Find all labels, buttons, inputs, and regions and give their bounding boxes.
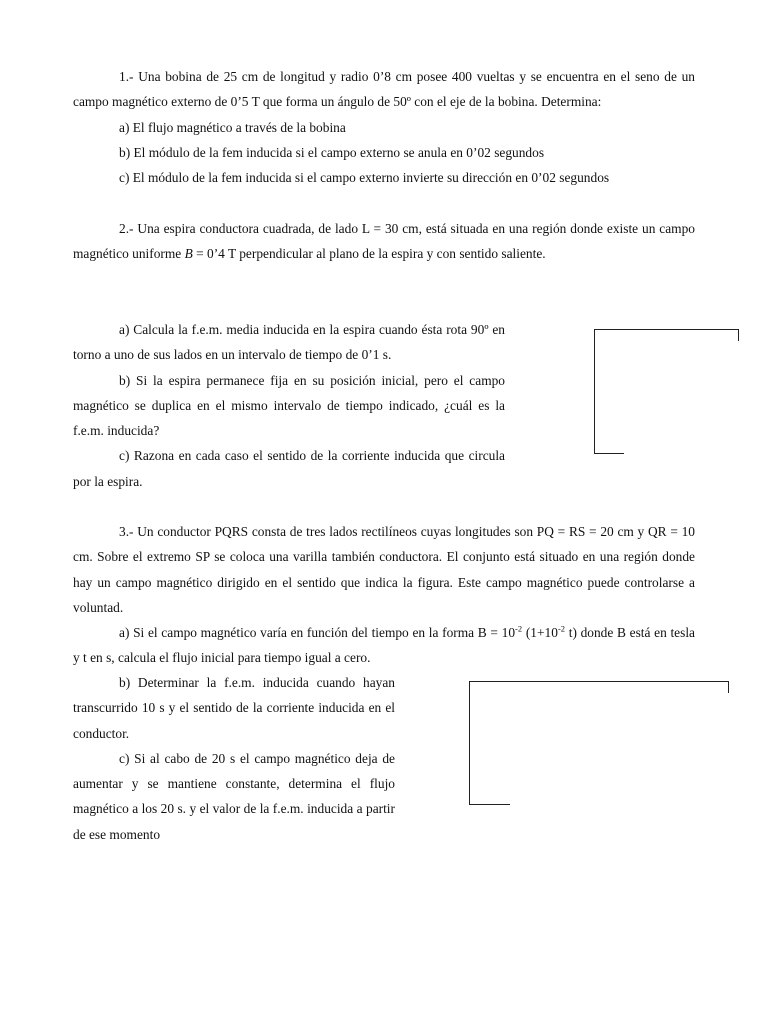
problem-1-statement: 1.- Una bobina de 25 cm de longitud y radio 0’8 cm posee 400 vueltas y se encuentra en el seno de un campo magnético externo de 0’5 T que forma un ángulo de 50º con el eje de la bobina. Determina:: [73, 69, 695, 110]
problem-3-part-a-text3: t) donde B está en tesla y t en s, calcula el flujo inicial para tiempo igual a cero.: [73, 625, 695, 666]
problem-2-figure: [594, 329, 738, 453]
problem-2-parts: [73, 317, 505, 494]
exponent-2: -2: [557, 623, 566, 634]
problem-3: [73, 519, 695, 671]
problem-2-part-b: b) Si la espira permanece fija en su posición inicial, pero el campo magnético se duplica en el mismo intervalo de tiempo indicado, ¿cuál es la f.e.m. inducida?: [73, 372, 505, 439]
problem-2-statement-part2: = 0’4 T perpendicular al plano de la espira y con sentido saliente.: [192, 246, 546, 262]
problem-1-part-b: b) El módulo de la fem inducida si el campo externo se anula en 0’02 segundos: [119, 144, 545, 160]
figure-bottom-edge: [594, 453, 624, 454]
problem-3-statement: 3.- Un conductor PQRS consta de tres lados rectilíneos cuyas longitudes son PQ = RS = 20 cm y QR = 10 cm. Sobre el extremo SP se coloca una varilla también conductora. El conjunto está situado en una región donde hay un campo magnético dirigido en el sentido que indica la figura. Este campo magnético puede controlarse a voluntad.: [73, 524, 695, 615]
figure-edge-tick: [738, 329, 739, 341]
problem-3-part-a: [73, 620, 695, 671]
problem-3-figure: [469, 681, 728, 804]
problem-3-parts: [73, 670, 395, 847]
problem-3-part-a-text1: a) Si el campo magnético varía en función del tiempo en la forma B = 10: [119, 625, 516, 641]
problem-3-part-a-text2: (1+10: [522, 625, 558, 641]
problem-3-part-c: c) Si al cabo de 20 s el campo magnético deja de aumentar y se mantiene constante, determina el flujo magnético a los 20 s. y el valor de la f.e.m. inducida a partir de ese momento: [73, 750, 395, 842]
problem-2-statement-part1: 2.- Una espira conductora cuadrada, de lado L = 30 cm, está situada en una región donde existe un campo magnético uniforme: [73, 220, 695, 262]
problem-1-part-c: c) El módulo de la fem inducida si el campo externo invierte su dirección en 0’02 segundos: [119, 170, 610, 186]
problem-2-part-c: c) Razona en cada caso el sentido de la corriente inducida que circula por la espira.: [73, 448, 505, 489]
problem-2-part-a: a) Calcula la f.e.m. media inducida en la espira cuando ésta rota 90º en torno a uno de sus lados en un intervalo de tiempo de 0’1 s.: [73, 322, 505, 363]
problem-1: [73, 64, 695, 266]
figure-bottom-edge: [469, 804, 510, 805]
problem-2-statement: [73, 216, 695, 267]
figure-edge-tick: [728, 681, 729, 693]
problem-1-part-a: a) El flujo magnético a través de la bobina: [119, 119, 346, 135]
exponent-1: -2: [515, 623, 523, 634]
problem-3-part-b: b) Determinar la f.e.m. inducida cuando hayan transcurrido 10 s y el sentido de la corriente inducida en el conductor.: [73, 675, 395, 741]
magnetic-field-symbol: B: [184, 246, 193, 262]
